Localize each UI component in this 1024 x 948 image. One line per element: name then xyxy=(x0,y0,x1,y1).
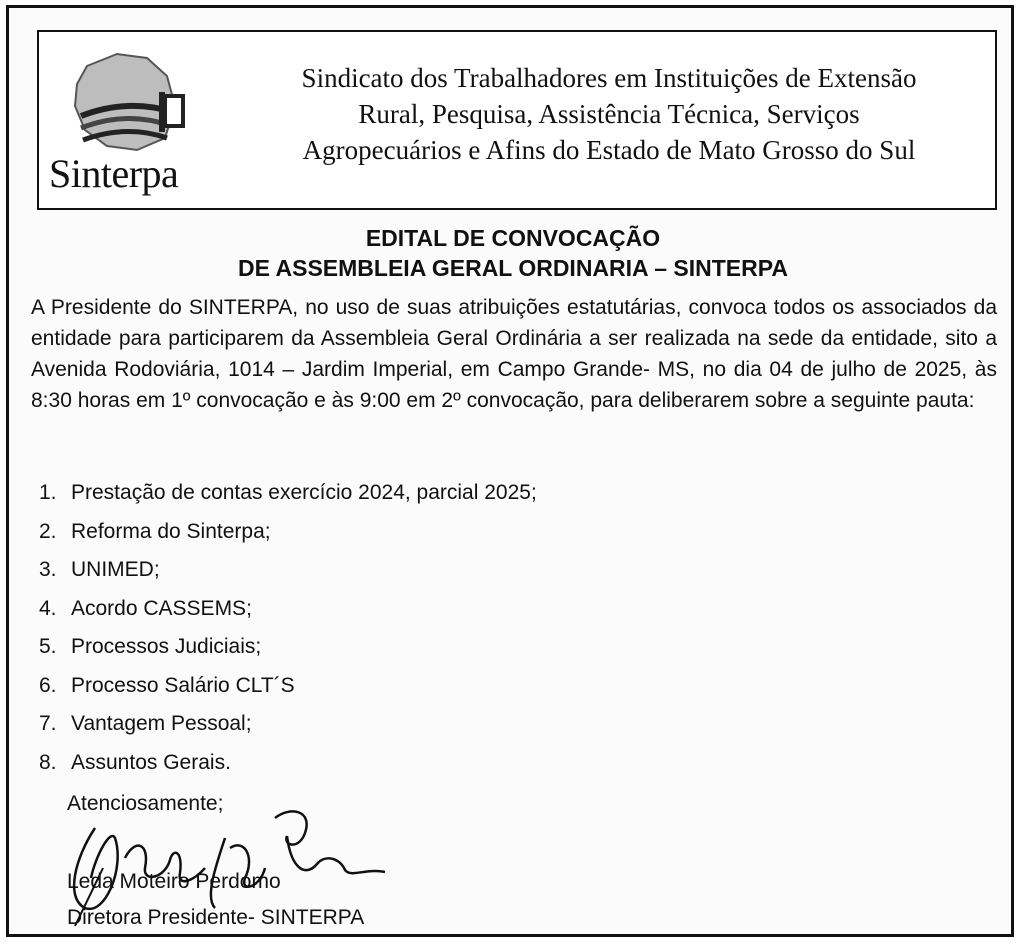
agenda-text: Processos Judiciais; xyxy=(71,635,262,658)
union-name-line-2: Rural, Pesquisa, Assistência Técnica, Serviços xyxy=(358,99,860,129)
agenda-item xyxy=(39,632,537,671)
agenda-item xyxy=(39,709,537,748)
union-name-line-1: Sindicato dos Trabalhadores em Instituições de Extensão xyxy=(301,63,917,93)
agenda-text: Acordo CASSEMS; xyxy=(71,596,252,620)
agenda-text: Vantagem Pessoal; xyxy=(71,712,252,735)
state-map-icon xyxy=(47,46,227,156)
logo-wordmark: Sinterpa xyxy=(49,151,179,196)
notice-page xyxy=(6,5,1014,937)
signer-name: Leda Moteiro Perdomo xyxy=(67,870,281,893)
agenda-number: 2. xyxy=(39,519,57,543)
notice-paragraph: A Presidente do SINTERPA, no uso de suas atribuições estatutárias, convoca todos os associados da entidade para participarem da Assembleia Geral Ordinária a ser realizada na sede da entidade, sito a Avenida Rodoviária, 1014 – Jardim Imperial, em Campo Grande- MS, no dia 04 de julho de 2025, às 8:30 horas em 1º convocação e às 9:00 em 2º convocação, para deliberarem sobre a seguinte pauta: xyxy=(31,296,997,412)
agenda-list xyxy=(39,478,537,786)
signer-role: Diretora Presidente- SINTERPA xyxy=(67,906,365,929)
agenda-item xyxy=(39,517,537,556)
agenda-text: UNIMED; xyxy=(71,558,160,581)
agenda-number: 8. xyxy=(39,750,57,774)
agenda-number: 1. xyxy=(39,481,57,504)
agenda-number: 6. xyxy=(39,673,57,697)
agenda-text: Prestação de contas exercício 2024, parcial 2025; xyxy=(71,481,537,504)
agenda-number: 4. xyxy=(39,596,57,620)
agenda-text: Processo Salário CLT´S xyxy=(71,673,295,697)
title-line-1: EDITAL DE CONVOCAÇÃO xyxy=(365,225,661,251)
sinterpa-logo xyxy=(47,46,227,206)
agenda-text: Assuntos Gerais. xyxy=(71,750,231,774)
agenda-item xyxy=(39,478,537,517)
salutation: Atenciosamente; xyxy=(67,792,224,815)
agenda-item xyxy=(39,671,537,710)
agenda-text: Reforma do Sinterpa; xyxy=(71,519,271,543)
title-line-2: DE ASSEMBLEIA GERAL ORDINARIA – SINTERPA xyxy=(238,255,788,281)
agenda-number: 5. xyxy=(39,635,57,658)
agenda-item xyxy=(39,594,537,633)
agenda-number: 3. xyxy=(39,558,57,581)
notice-title xyxy=(9,223,1017,283)
union-name-line-3: Agropecuários e Afins do Estado de Mato Grosso do Sul xyxy=(302,135,916,165)
agenda-item xyxy=(39,555,537,594)
letterhead xyxy=(37,30,997,210)
agenda-item xyxy=(39,748,537,787)
notice-body xyxy=(31,292,997,416)
agenda-number: 7. xyxy=(39,712,57,735)
union-name xyxy=(229,60,989,168)
